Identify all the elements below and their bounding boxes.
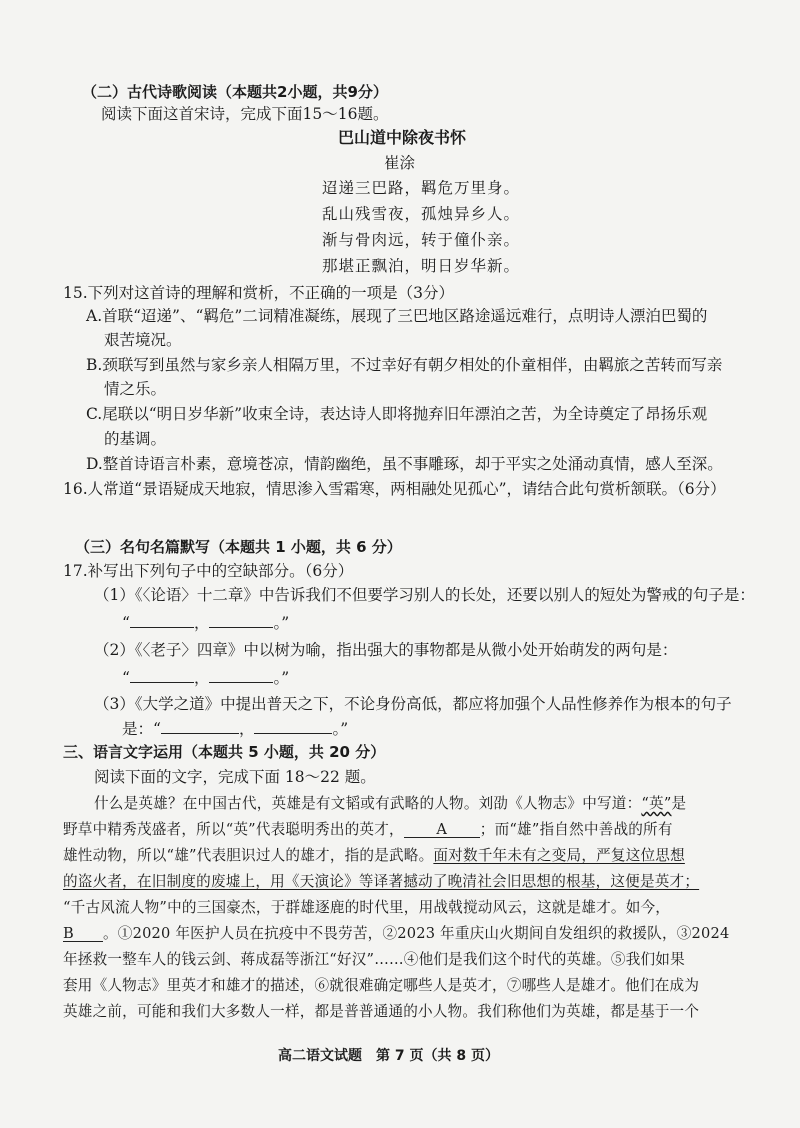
q15-option-a-cont: 艰苦境况。 xyxy=(104,331,182,349)
poem-author: 崔涂 xyxy=(384,154,416,172)
q17-stem: 17.补写出下列句子中的空缺部分。（6分） xyxy=(63,562,354,580)
passage-line-5: “千古风流人物”中的三国豪杰，于群雄逐鹿的时代里，用战戟搅动风云，这就是雄才。如今， xyxy=(63,899,671,916)
q17-blank-3a[interactable] xyxy=(161,718,239,734)
passage-line-8: 套用《人物志》里英才和雄才的描述，⑥就很难确定哪些人是英才，⑦哪些人是雄才。他们在成为 xyxy=(63,977,700,994)
q17-part-3-answer: 是：“ ， 。” xyxy=(122,720,349,738)
q15-stem: 15.下列对这首诗的理解和赏析，不正确的一项是（3分） xyxy=(63,284,455,302)
passage-blank-b[interactable]: B xyxy=(63,924,103,942)
poem-line-4: 那堪正飘泊，明日岁华新。 xyxy=(322,257,521,275)
q16-stem: 16.人常道“景语疑成天地寂，情思渗入雪霜寒，两相融处见孤心”，请结合此句赏析颔联。（6分） xyxy=(63,480,726,498)
q15-option-d: D.整首诗语言朴素，意境苍凉，情韵幽绝，虽不事雕琢，却于平实之处涌动真情，感人至深。 xyxy=(86,455,723,473)
q15-option-c: C.尾联以“明日岁华新”收束全诗，表达诗人即将抛弃旧年漂泊之苦，为全诗奠定了昂扬乐观 xyxy=(86,405,708,423)
q15-option-b-cont: 情之乐。 xyxy=(104,380,167,398)
section-heading-poetry: （二）古代诗歌阅读（本题共2小题，共9分） xyxy=(82,83,388,101)
passage-line-7: 年拯救一整车人的钱云剑、蒋成磊等浙江“好汉”……④他们是我们这个时代的英雄。⑤我们如果 xyxy=(63,951,685,968)
poem-line-1: 迢递三巴路，羁危万里身。 xyxy=(322,179,521,197)
section-heading-dictation: （三）名句名篇默写（本题共 1 小题，共 6 分） xyxy=(75,538,402,556)
q17-part-3: （3）《大学之道》中提出普天之下，不论身份高低，都应将加强个人品性修养作为根本的句子 xyxy=(94,695,732,713)
q15-option-b: B.颈联写到虽然与家乡亲人相隔万里，不过幸好有朝夕相处的仆童相伴，由羁旅之苦转而写亲 xyxy=(86,356,723,374)
page-footer: 高二语文试题 第 7 页（共 8 页） xyxy=(278,1048,499,1064)
q17-blank-2b[interactable] xyxy=(209,667,273,683)
poem-title: 巴山道中除夜书怀 xyxy=(338,128,467,147)
passage-line-4 xyxy=(63,872,699,892)
q17-part-2-answer: “ ， 。” xyxy=(122,669,290,687)
poem-line-2: 乱山残雪夜，孤烛异乡人。 xyxy=(322,205,521,223)
part-heading-language-use: 三、语言文字运用（本题共 5 小题，共 20 分） xyxy=(63,743,386,761)
q17-blank-3b[interactable] xyxy=(254,718,332,734)
underlined-sentence-part-1: 面对数千年未有之变局，严复这位思想 xyxy=(433,847,685,864)
passage-line-9: 英雄之前，可能和我们大多数人一样，都是普普通通的小人物。我们称他们为英雄，都是基于一个 xyxy=(63,1003,700,1020)
q15-option-a: A.首联“迢递”、“羁危”二词精准凝练，展现了三巴地区路途遥远难行，点明诗人漂泊巴蜀的 xyxy=(86,307,708,325)
passage-line-6: B 。①2020 年医护人员在抗疫中不畏劳苦，②2023 年重庆山火期间自发组织的救援队，③2024 xyxy=(63,925,730,942)
wavy-underlined-term: “英” xyxy=(641,795,672,812)
passage-line-3: 雄性动物，所以“雄”代表胆识过人的雄才，指的是武略。面对数千年未有之变局，严复这位思想 xyxy=(63,847,685,864)
q17-blank-2a[interactable] xyxy=(130,667,194,683)
underlined-sentence-part-2: 的盗火者，在旧制度的废墟上，用《天演论》等译著撼动了晚清社会旧思想的根基，这便是英才； xyxy=(63,873,700,890)
part-intro-language-use: 阅读下面的文字，完成下面 18～22 题。 xyxy=(94,768,376,786)
passage-blank-a[interactable]: A xyxy=(404,820,480,838)
passage-line-1: 什么是英雄？在中国古代，英雄是有文韬或有武略的人物。刘劭《人物志》中写道：“英”是 xyxy=(94,795,687,812)
q17-blank-1a[interactable] xyxy=(130,612,194,628)
q17-part-2: （2）《〈老子〉四章》中以树为喻，指出强大的事物都是从微小处开始萌发的两句是： xyxy=(94,641,678,659)
passage-line-2: 野草中精秀茂盛者，所以“英”代表聪明秀出的英才， A ；而“雄”指自然中善战的所有 xyxy=(63,821,673,838)
section-intro-poetry: 阅读下面这首宋诗，完成下面15～16题。 xyxy=(101,105,389,123)
q17-blank-1b[interactable] xyxy=(209,612,273,628)
q17-part-1-answer: “ ， 。” xyxy=(122,614,290,632)
q15-option-c-cont: 的基调。 xyxy=(104,430,167,448)
q17-part-1: （1）《〈论语〉十二章》中告诉我们不但要学习别人的长处，还要以别人的短处为警戒的句子是： xyxy=(94,586,755,604)
poem-line-3: 渐与骨肉远，转于僮仆亲。 xyxy=(322,231,521,249)
